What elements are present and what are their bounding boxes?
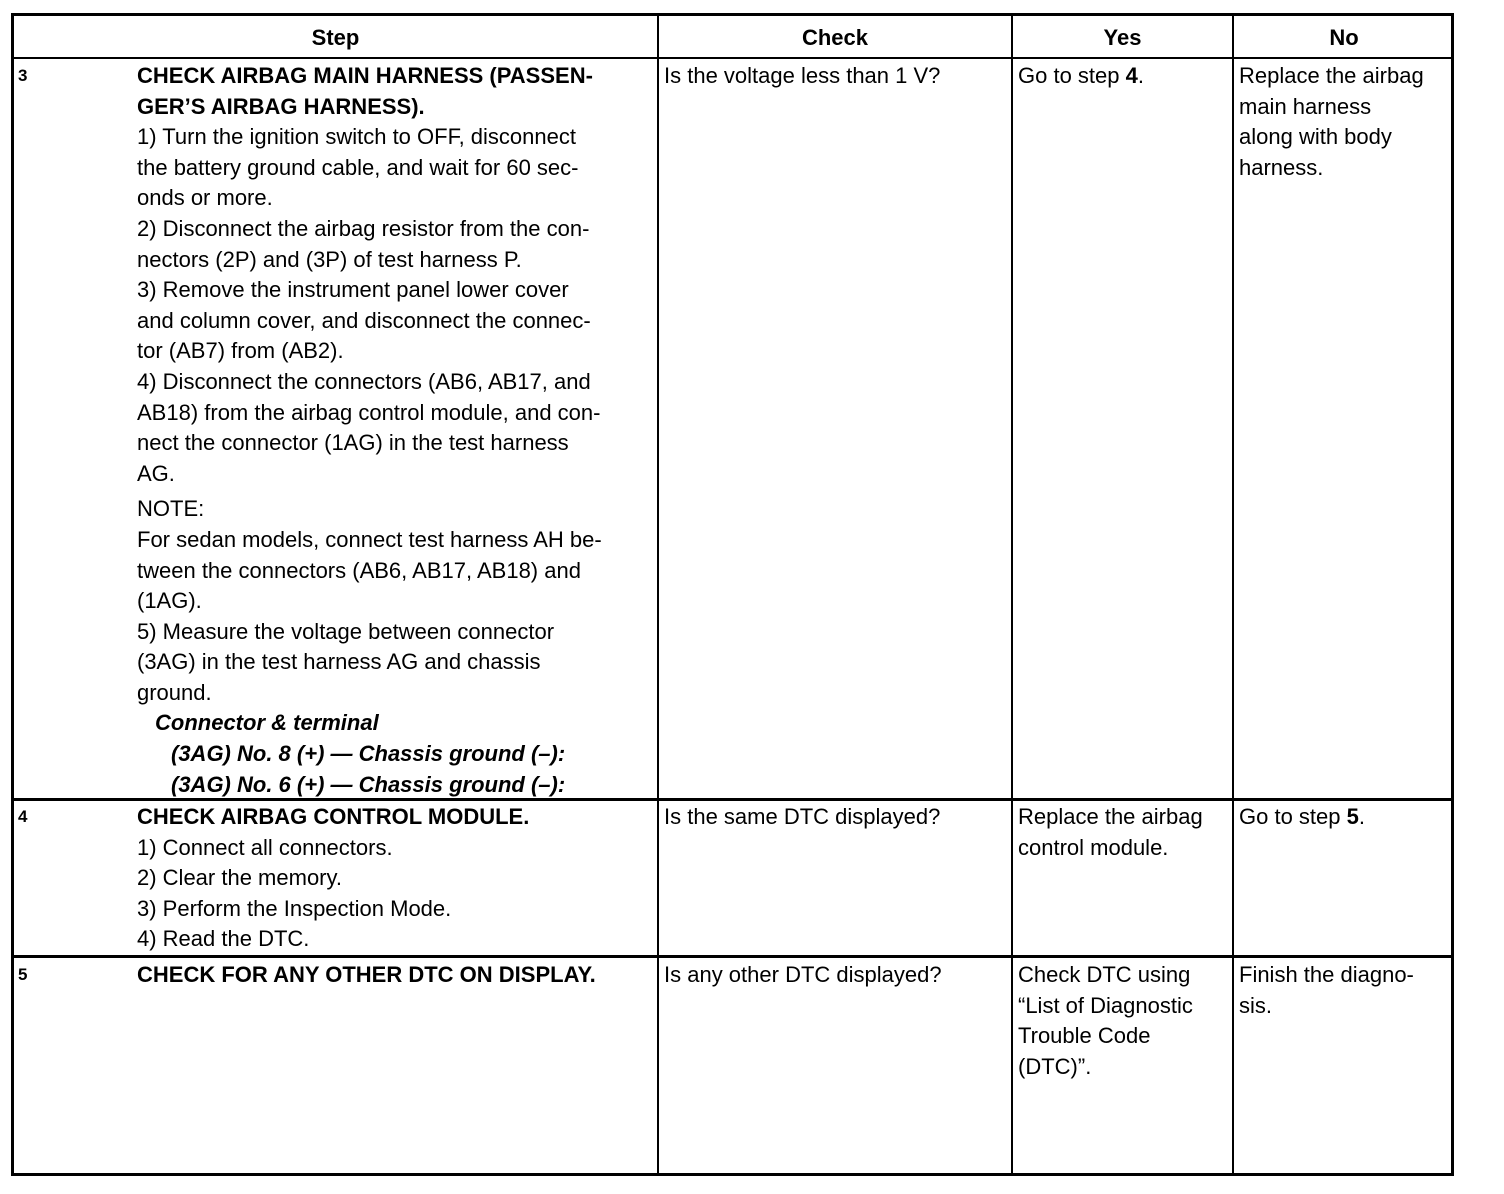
step-line: 3) Perform the Inspection Mode.	[137, 895, 452, 921]
step-title: CHECK AIRBAG MAIN HARNESS (PASSEN-	[137, 63, 593, 88]
yes-line: “List of Diagnostic	[1018, 992, 1193, 1018]
check-question: Is the voltage less than 1 V?	[664, 63, 941, 88]
yes-text: Go to step	[1018, 63, 1126, 88]
no-line: along with body	[1239, 124, 1392, 150]
no-line: Replace the airbag	[1239, 63, 1424, 88]
step-number: 5	[18, 965, 28, 984]
column-divider	[1011, 16, 1013, 1173]
column-divider	[657, 16, 659, 1173]
note-line: tween the connectors (AB6, AB17, AB18) and	[137, 557, 581, 583]
no-text: Go to step	[1239, 804, 1347, 829]
row-divider	[14, 57, 1451, 59]
yes-text: .	[1137, 63, 1144, 88]
spec-line: (3AG) No. 6 (+) — Chassis ground (–):	[171, 771, 566, 797]
step-line: 2) Clear the memory.	[137, 865, 342, 891]
no-line: main harness	[1239, 93, 1372, 119]
header-no: No	[1329, 25, 1359, 50]
column-divider	[1232, 16, 1234, 1173]
spec-line: (3AG) No. 8 (+) — Chassis ground (–):	[171, 741, 566, 767]
step-line: 5) Measure the voltage between connector	[137, 618, 555, 644]
step-line: 4) Disconnect the connectors (AB6, AB17, and	[137, 368, 591, 394]
note-line: For sedan models, connect test harness AH be-	[137, 526, 602, 552]
step-content	[137, 802, 529, 955]
step-title: CHECK AIRBAG CONTROL MODULE.	[137, 804, 530, 829]
step-number: 4	[18, 807, 28, 826]
no-action	[1239, 61, 1424, 183]
check-question: Is the same DTC displayed?	[664, 804, 941, 829]
no-step-link: 5	[1346, 804, 1359, 829]
yes-action	[1018, 61, 1144, 92]
yes-action	[1018, 960, 1193, 1082]
step-line: 4) Read the DTC.	[137, 926, 310, 952]
yes-line: control module.	[1018, 834, 1169, 860]
step-title: CHECK FOR ANY OTHER DTC ON DISPLAY.	[137, 962, 596, 987]
no-action	[1239, 960, 1414, 1021]
yes-action	[1018, 802, 1203, 863]
step-line: (3AG) in the test harness AG and chassis	[137, 649, 541, 675]
step-line: and column cover, and disconnect the connec-	[137, 307, 591, 333]
diagnostic-table	[11, 13, 1454, 1176]
header-step: Step	[311, 25, 360, 50]
step-line: nect the connector (1AG) in the test harness	[137, 430, 569, 456]
no-line: Finish the diagno-	[1239, 962, 1414, 987]
yes-step-link: 4	[1125, 63, 1138, 88]
step-line: onds or more.	[137, 185, 273, 211]
note-line: (1AG).	[137, 588, 202, 614]
step-line: tor (AB7) from (AB2).	[137, 338, 344, 364]
step-line: AG.	[137, 460, 175, 486]
step-line: 3) Remove the instrument panel lower cover	[137, 277, 569, 303]
yes-line: Replace the airbag	[1018, 804, 1203, 829]
no-action	[1239, 802, 1365, 833]
yes-line: (DTC)”.	[1018, 1053, 1092, 1079]
row-divider	[14, 955, 1451, 958]
note-label: NOTE:	[137, 496, 205, 522]
step-line: 1) Connect all connectors.	[137, 834, 393, 860]
step-line: the battery ground cable, and wait for 60 sec-	[137, 154, 579, 180]
yes-line: Trouble Code	[1018, 1023, 1151, 1049]
step-line: AB18) from the airbag control module, and con-	[137, 399, 601, 425]
step-line: 2) Disconnect the airbag resistor from the con-	[137, 215, 590, 241]
no-line: harness.	[1239, 154, 1324, 180]
check-question: Is any other DTC displayed?	[664, 962, 942, 987]
spec-title: Connector & terminal	[155, 710, 379, 736]
no-line: sis.	[1239, 992, 1272, 1018]
step-title: GER’S AIRBAG HARNESS).	[137, 93, 425, 119]
yes-line: Check DTC using	[1018, 962, 1191, 987]
header-yes: Yes	[1103, 25, 1142, 50]
no-text: .	[1358, 804, 1365, 829]
header-check: Check	[801, 25, 869, 50]
step-line: nectors (2P) and (3P) of test harness P.	[137, 246, 522, 272]
step-content	[137, 61, 602, 800]
step-line: ground.	[137, 679, 212, 705]
step-line: 1) Turn the ignition switch to OFF, disconnect	[137, 124, 576, 150]
step-content	[137, 960, 596, 991]
step-number: 3	[18, 66, 28, 85]
